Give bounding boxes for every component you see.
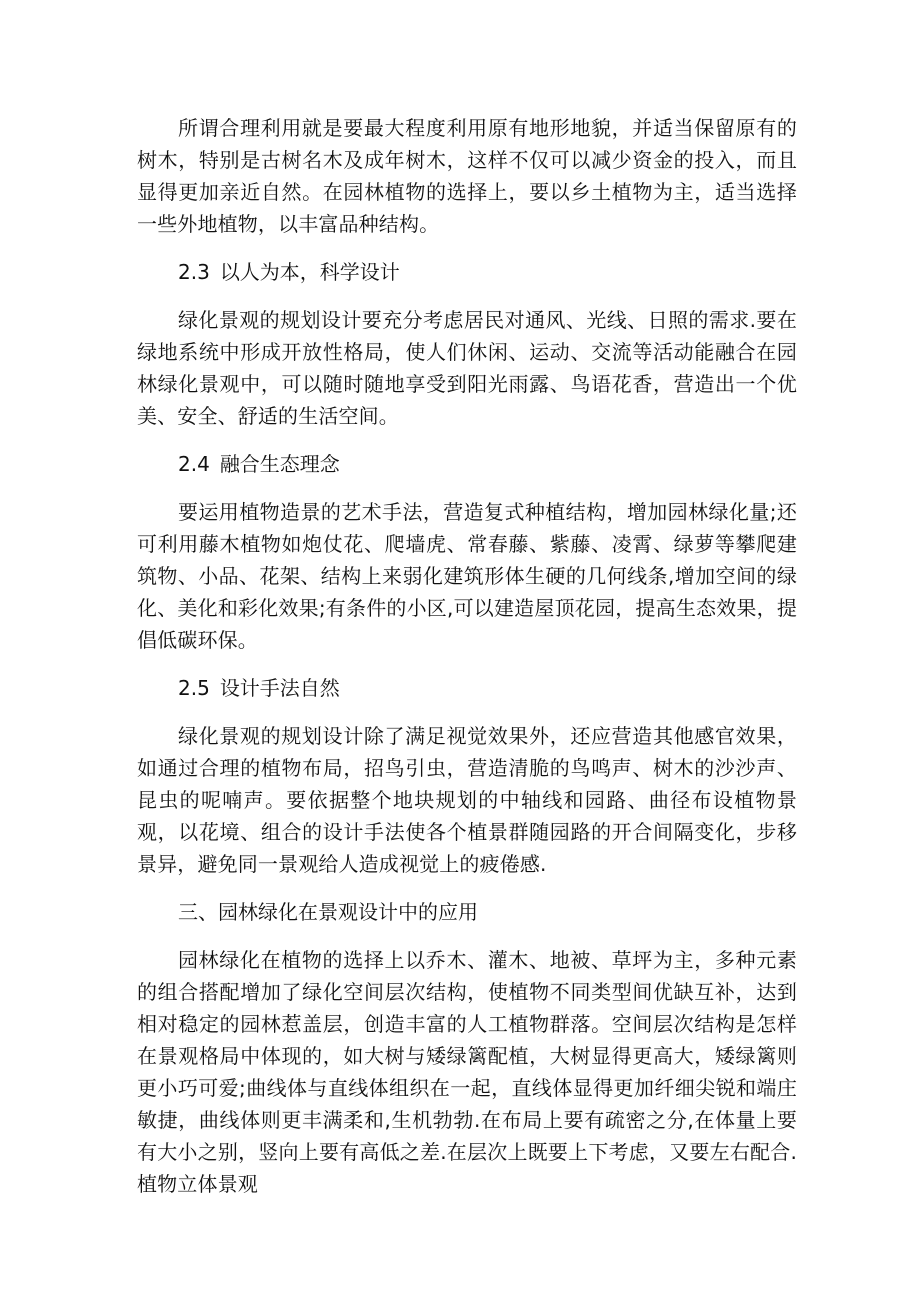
paragraph-natural-design: 绿化景观的规划设计除了满足视觉效果外，还应营造其他感官效果，如通过合理的植物布局，招鸟引虫，营造清脆的鸟鸣声、树木的沙沙声、昆虫的呢喃声。要依据整个地块规划的中轴线和园路、曲径布设植物景观，以花境、组合的设计手法使各个植景群随园路的开合间隔变化，步移景异，避免同一景观给人造成视觉上的疲倦感. [137,724,797,876]
document-body [137,112,797,1216]
section-heading-2-5 [137,672,797,704]
section-number: 2.5 [178,676,210,700]
section-title: 设计手法自然 [219,676,340,700]
section-heading-2-4 [137,448,797,480]
paragraph-landscape-application: 园林绿化在植物的选择上以乔木、灌木、地被、草坪为主，多种元素的组合搭配增加了绿化空间层次结构，使植物不同类型间优缺互补，达到相对稳定的园林惹盖层，创造丰富的人工植物群落。空间层次结构是怎样在景观格局中体现的，如大树与矮绿篱配植，大树显得更高大，矮绿篱则更小巧可爱;曲线体与直线体组织在一起，直线体显得更加纤细尖锐和端庄敏捷，曲线体则更丰满柔和,生机勃勃.在布局上要有疏密之分,在体量上要有大小之别，竖向上要有高低之差.在层次上既要上下考虑，又要左右配合.植物立体景观 [137,948,797,1196]
section-title: 以人为本，科学设计 [219,260,400,284]
section-number: 2.3 [178,260,210,284]
paragraph-rational-use: 所谓合理利用就是要最大程度利用原有地形地貌，并适当保留原有的树木，特别是古树名木及成年树木，这样不仅可以减少资金的投入，而且显得更加亲近自然。在园林植物的选择上，要以乡土植物为主，适当选择一些外地植物，以丰富品种结构。 [137,116,797,236]
section-heading-3: 三、园林绿化在景观设计中的应用 [178,900,478,924]
section-heading-2-3 [137,256,797,288]
paragraph-people-oriented: 绿化景观的规划设计要充分考虑居民对通风、光线、日照的需求.要在绿地系统中形成开放性格局，使人们休闲、运动、交流等活动能融合在园林绿化景观中，可以随时随地享受到阳光雨露、鸟语花香，营造出一个优美、安全、舒适的生活空间。 [137,308,797,428]
paragraph-ecological-concept: 要运用植物造景的艺术手法，营造复式种植结构，增加园林绿化量;还可利用藤木植物如炮仗花、爬墙虎、常春藤、紫藤、凌霄、绿萝等攀爬建筑物、小品、花架、结构上来弱化建筑形体生硬的几何线条,增加空间的绿化、美化和彩化效果;有条件的小区,可以建造屋顶花园，提高生态效果，提倡低碳环保。 [137,500,797,652]
section-title: 融合生态理念 [219,452,340,476]
section-number: 2.4 [178,452,210,476]
